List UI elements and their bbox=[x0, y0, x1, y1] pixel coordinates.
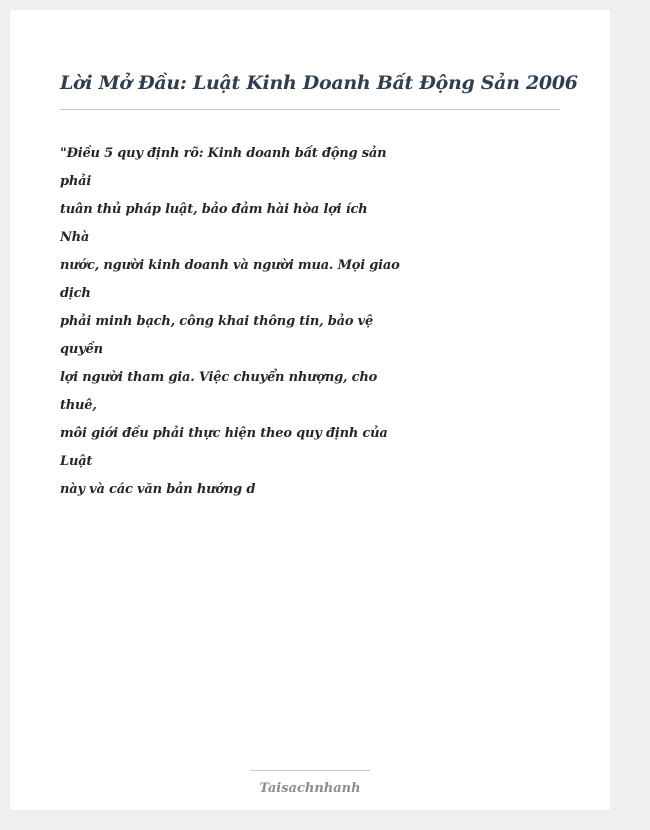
body-line: tuân thủ pháp luật, bảo đảm hài hòa lợi ích bbox=[60, 202, 368, 217]
document-page bbox=[10, 10, 610, 810]
body-line: lợi người tham gia. Việc chuyển nhượng, cho bbox=[60, 370, 378, 385]
body-line: môi giới đều phải thực hiện theo quy định của bbox=[60, 426, 388, 441]
body-line: này và các văn bản hướng d bbox=[60, 482, 256, 497]
body-line: dịch bbox=[60, 286, 91, 301]
document-title: Lời Mở Đầu: Luật Kinh Doanh Bất Động Sản 2006 bbox=[60, 72, 578, 94]
footer-divider bbox=[250, 770, 370, 771]
body-line: Luật bbox=[60, 454, 93, 469]
body-line: Nhà bbox=[60, 230, 90, 245]
body-text bbox=[60, 140, 400, 504]
body-line: "Điều 5 quy định rõ: Kinh doanh bất động sản bbox=[60, 146, 387, 161]
title-divider bbox=[60, 109, 560, 110]
body-line: phải bbox=[60, 174, 92, 189]
footer-brand: Taisachnhanh bbox=[259, 781, 361, 796]
body-line: phải minh bạch, công khai thông tin, bảo vệ bbox=[60, 314, 374, 329]
body-line: thuê, bbox=[60, 398, 97, 413]
body-line: nước, người kinh doanh và người mua. Mọi giao bbox=[60, 258, 400, 273]
body-line: quyền bbox=[60, 342, 103, 357]
